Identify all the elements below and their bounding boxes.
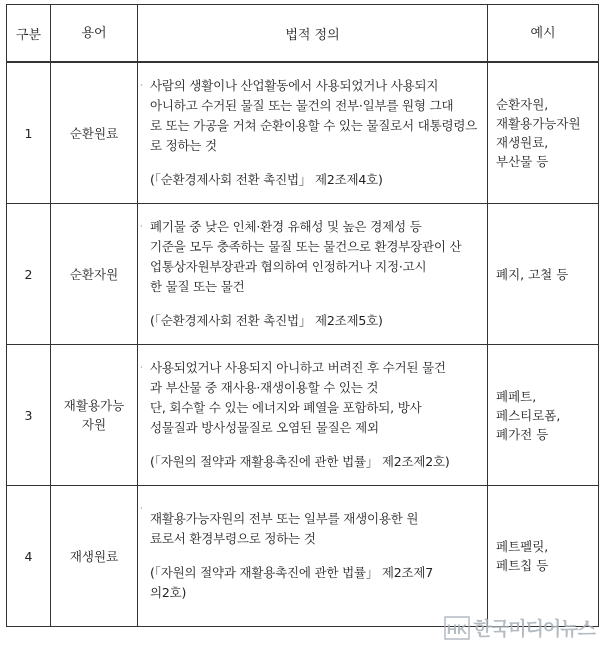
term-text: 재생원료: [69, 548, 119, 564]
example-line: 페스티로폼,: [496, 407, 561, 423]
row-number: 1: [7, 62, 51, 204]
definition-text: [150, 358, 482, 438]
definition-text: [150, 76, 482, 156]
definition-cell: [138, 62, 488, 204]
definition-line: 재활용가능자원의 전부 또는 일부를 재생이용한 원: [150, 511, 419, 526]
term-text: 순환자원: [69, 266, 119, 282]
example-line: 페트칩 등: [496, 558, 549, 573]
svg-text:HK: HK: [446, 620, 467, 637]
legal-source: [150, 311, 482, 331]
term-cell: [51, 204, 138, 345]
definition-line: 한 물질 또는 물건: [150, 279, 245, 294]
definition-line: 료로서 환경부령으로 정하는 것: [150, 531, 316, 546]
source-line: (「자원의 절약과 재활용촉진에 관한 법률」 제2조제7: [150, 565, 434, 580]
definition-line: 단, 회수할 수 있는 에너지와 폐열을 포함하되, 방사: [150, 400, 422, 415]
header-no: 구분: [7, 5, 51, 63]
bullet-mark: ·: [140, 363, 143, 372]
definition-text: [150, 217, 482, 297]
source-line: (「순환경제사회 전환 촉진법」 제2조제5호): [150, 313, 383, 328]
definition-cell: [138, 486, 488, 627]
definition-cell: [138, 345, 488, 486]
example-line: 폐가전 등: [496, 426, 549, 442]
definition-text: [150, 509, 482, 549]
legal-source: [150, 170, 482, 190]
example-line: 순환자원,: [496, 97, 549, 112]
term-text: 재활용가능: [63, 398, 125, 413]
table-row: [7, 345, 599, 486]
definition-line: 로 정하는 것: [150, 138, 217, 153]
source-line: (「자원의 절약과 재활용촉진에 관한 법률」 제2조제2호): [150, 454, 450, 469]
watermark-text: 한국미디어뉴스: [473, 619, 595, 640]
definition-line: 로 또는 가공을 거쳐 순환이용할 수 있는 물질로서 대통령령으: [150, 118, 478, 133]
example-cell: [488, 204, 599, 345]
term-cell: [51, 345, 138, 486]
term-cell: [51, 62, 138, 204]
definition-line: 성물질과 방사성물질로 오염된 물질은 제외: [150, 420, 379, 435]
legal-source: [150, 563, 482, 603]
header-definition: 법적 정의: [138, 5, 488, 63]
table-row: [7, 204, 599, 345]
definition-line: 아니하고 수거된 물질 또는 물건의 전부·일부를 원형 그대: [150, 98, 454, 113]
source-line: 의2호): [150, 585, 187, 600]
legal-source: [150, 452, 482, 472]
header-example: 예시: [488, 5, 599, 63]
bullet-mark: ·: [140, 222, 143, 231]
bullet-mark: ·: [140, 81, 143, 90]
definition-line: 사용되었거나 사용되지 아니하고 버려진 후 수거된 물건: [150, 360, 446, 375]
term-text: 자원: [81, 417, 107, 432]
definition-line: 기준을 모두 충족하는 물질 또는 물건으로 환경부장관이 산: [150, 239, 462, 254]
term-cell: [51, 486, 138, 627]
definition-line: 업통상자원부장관과 협의하여 인정하거나 지정·고시: [150, 259, 427, 274]
bullet-mark: ·: [140, 504, 143, 513]
table-row: [7, 486, 599, 627]
definition-line: 과 부산물 중 재사용·재생이용할 수 있는 것: [150, 380, 379, 395]
example-line: 폐지, 고철 등: [496, 266, 569, 282]
row-number: 2: [7, 204, 51, 345]
header-term: 용어: [51, 5, 138, 63]
example-cell: [488, 345, 599, 486]
example-line: 재활용가능자원: [496, 116, 581, 131]
table-row: [7, 62, 599, 204]
example-cell: [488, 62, 599, 204]
hk-logo-icon: [444, 615, 470, 641]
definition-line: 사람의 생활이나 산업활동에서 사용되었거나 사용되지: [150, 78, 439, 93]
example-line: 재생원료,: [496, 135, 549, 150]
table-header-row: [7, 5, 599, 63]
example-line: 페트펠릿,: [496, 539, 549, 554]
row-number: 3: [7, 345, 51, 486]
term-text: 순환원료: [69, 125, 119, 141]
example-line: 부산물 등: [496, 154, 549, 169]
watermark: [444, 614, 595, 641]
definition-line: 폐기물 중 낮은 인체·환경 유해성 및 높은 경제성 등: [150, 219, 422, 234]
example-cell: [488, 486, 599, 627]
row-number: 4: [7, 486, 51, 627]
source-line: (「순환경제사회 전환 촉진법」 제2조제4호): [150, 172, 383, 187]
definitions-table: [6, 4, 599, 627]
definition-cell: [138, 204, 488, 345]
example-line: 폐페트,: [496, 388, 537, 404]
